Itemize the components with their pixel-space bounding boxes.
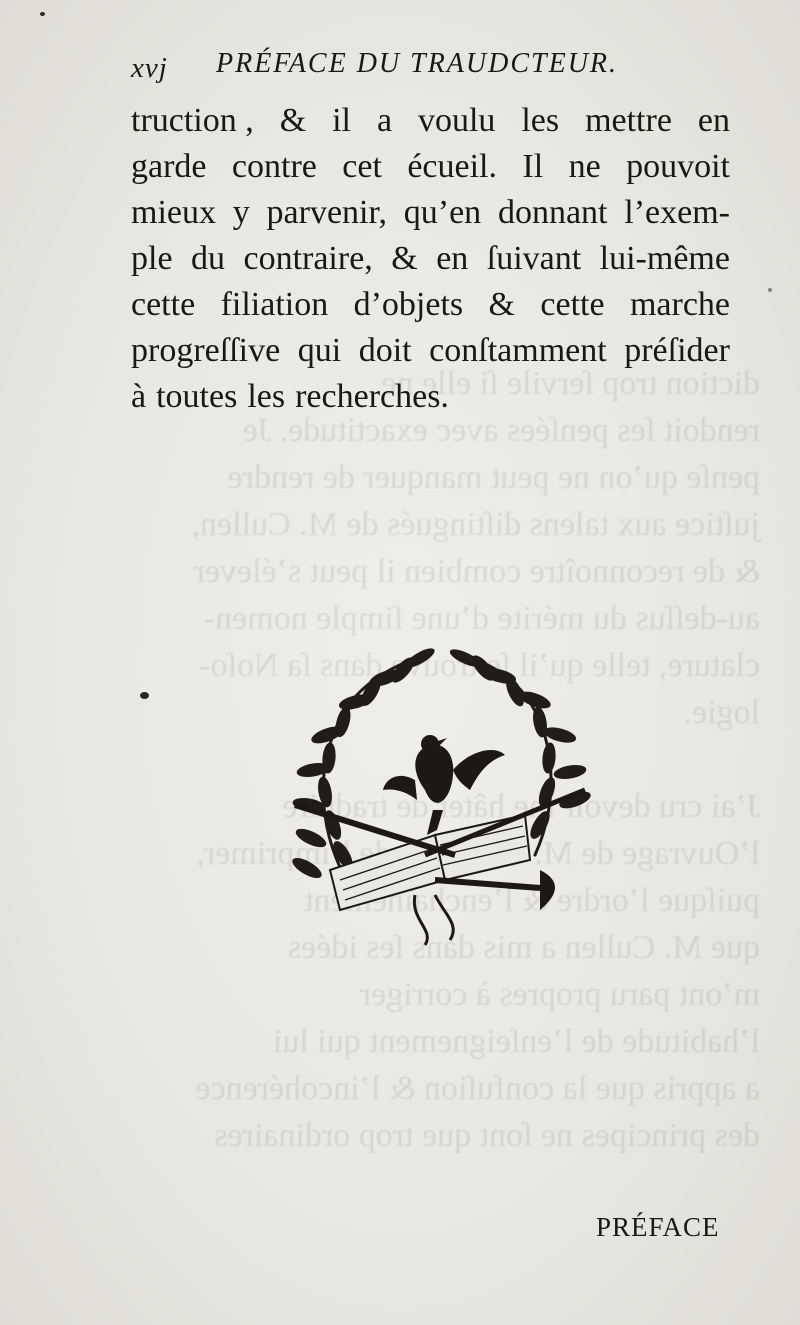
- word: à: [131, 378, 147, 415]
- running-title: PRÉFACE DU TRAUDCTEUR.: [216, 48, 619, 79]
- page-number: xvj: [131, 52, 168, 84]
- word: &: [488, 286, 515, 323]
- word: cette: [540, 286, 605, 323]
- text-line: [131, 190, 730, 236]
- text-line: [131, 282, 730, 328]
- word: ne: [568, 148, 601, 185]
- word: pouvoit: [626, 148, 730, 185]
- ink-speck: [768, 288, 772, 292]
- word: en: [436, 240, 469, 277]
- word: recherches.: [295, 378, 449, 415]
- word: progreſſive: [131, 332, 281, 369]
- show-through-texture: diction trop ſervile ſi elle ne rendoit ſes penſées avec exactitude. Je penſe qu’on ne peut manquer de rendre juſtice aux talens diſtingués de M. Cullen, & de reconnoître combien il peut s’élever au-deſſus du mérite d’une ſimple nomen- clature, telle qu’il ſe trouve dans ſa Noſo- logie. J’ai cru devoir me hâter de traduire l’Ouvrage de M. de l’imprimer, puiſque l’ordre & l’enchaînement que M. Cullen a mis dans ſes idées m’ont paru propres à corriger l’habitude de l’enſeignement qui lui a appris que la confuſion & l’incohérence des principes ne ſont que trop ordinaires: [191, 365, 760, 1154]
- word: &: [391, 240, 418, 277]
- text-line: [131, 374, 730, 420]
- word: qu’en: [403, 194, 482, 231]
- word: &: [279, 102, 307, 139]
- word: filiation: [220, 286, 329, 323]
- word: lui-même: [599, 240, 730, 277]
- word: les: [247, 378, 286, 415]
- catchword: PRÉFACE: [596, 1212, 720, 1242]
- word: qui: [297, 332, 342, 369]
- word: marche: [629, 286, 730, 323]
- text-line: [131, 144, 730, 190]
- ink-speck: [140, 692, 149, 699]
- word: en: [697, 102, 730, 139]
- running-header: [131, 44, 731, 86]
- word: du: [191, 240, 226, 277]
- laurel-wreath-eagle-book-trumpet-icon: [285, 640, 600, 950]
- text-line: [131, 328, 730, 374]
- ink-speck: [40, 12, 45, 16]
- word: ple: [131, 240, 173, 277]
- word: Il: [522, 148, 544, 185]
- word: truction ,: [131, 102, 254, 139]
- word: toutes: [156, 378, 238, 415]
- body-paragraph: [131, 98, 730, 420]
- word: mieux: [131, 194, 216, 231]
- word: doit: [358, 332, 412, 369]
- word: contraire,: [243, 240, 373, 277]
- word: mettre: [585, 102, 672, 139]
- word: voulu: [417, 102, 496, 139]
- word: il: [332, 102, 351, 139]
- word: cet: [342, 148, 382, 185]
- word: garde: [131, 148, 207, 185]
- word: préſider: [624, 332, 730, 369]
- word: d’objets: [353, 286, 464, 323]
- word: a: [376, 102, 393, 139]
- text-line: [131, 236, 730, 282]
- word: y: [232, 194, 250, 231]
- word: les: [521, 102, 560, 139]
- word: conſtamment: [429, 332, 607, 369]
- word: ſuivant: [486, 240, 582, 277]
- word: contre: [231, 148, 317, 185]
- word: donnant: [497, 194, 608, 231]
- text-line: [131, 98, 730, 144]
- word: écueil.: [407, 148, 497, 185]
- word: l’exem-: [624, 194, 730, 231]
- word: cette: [131, 286, 196, 323]
- word: parvenir,: [266, 194, 387, 231]
